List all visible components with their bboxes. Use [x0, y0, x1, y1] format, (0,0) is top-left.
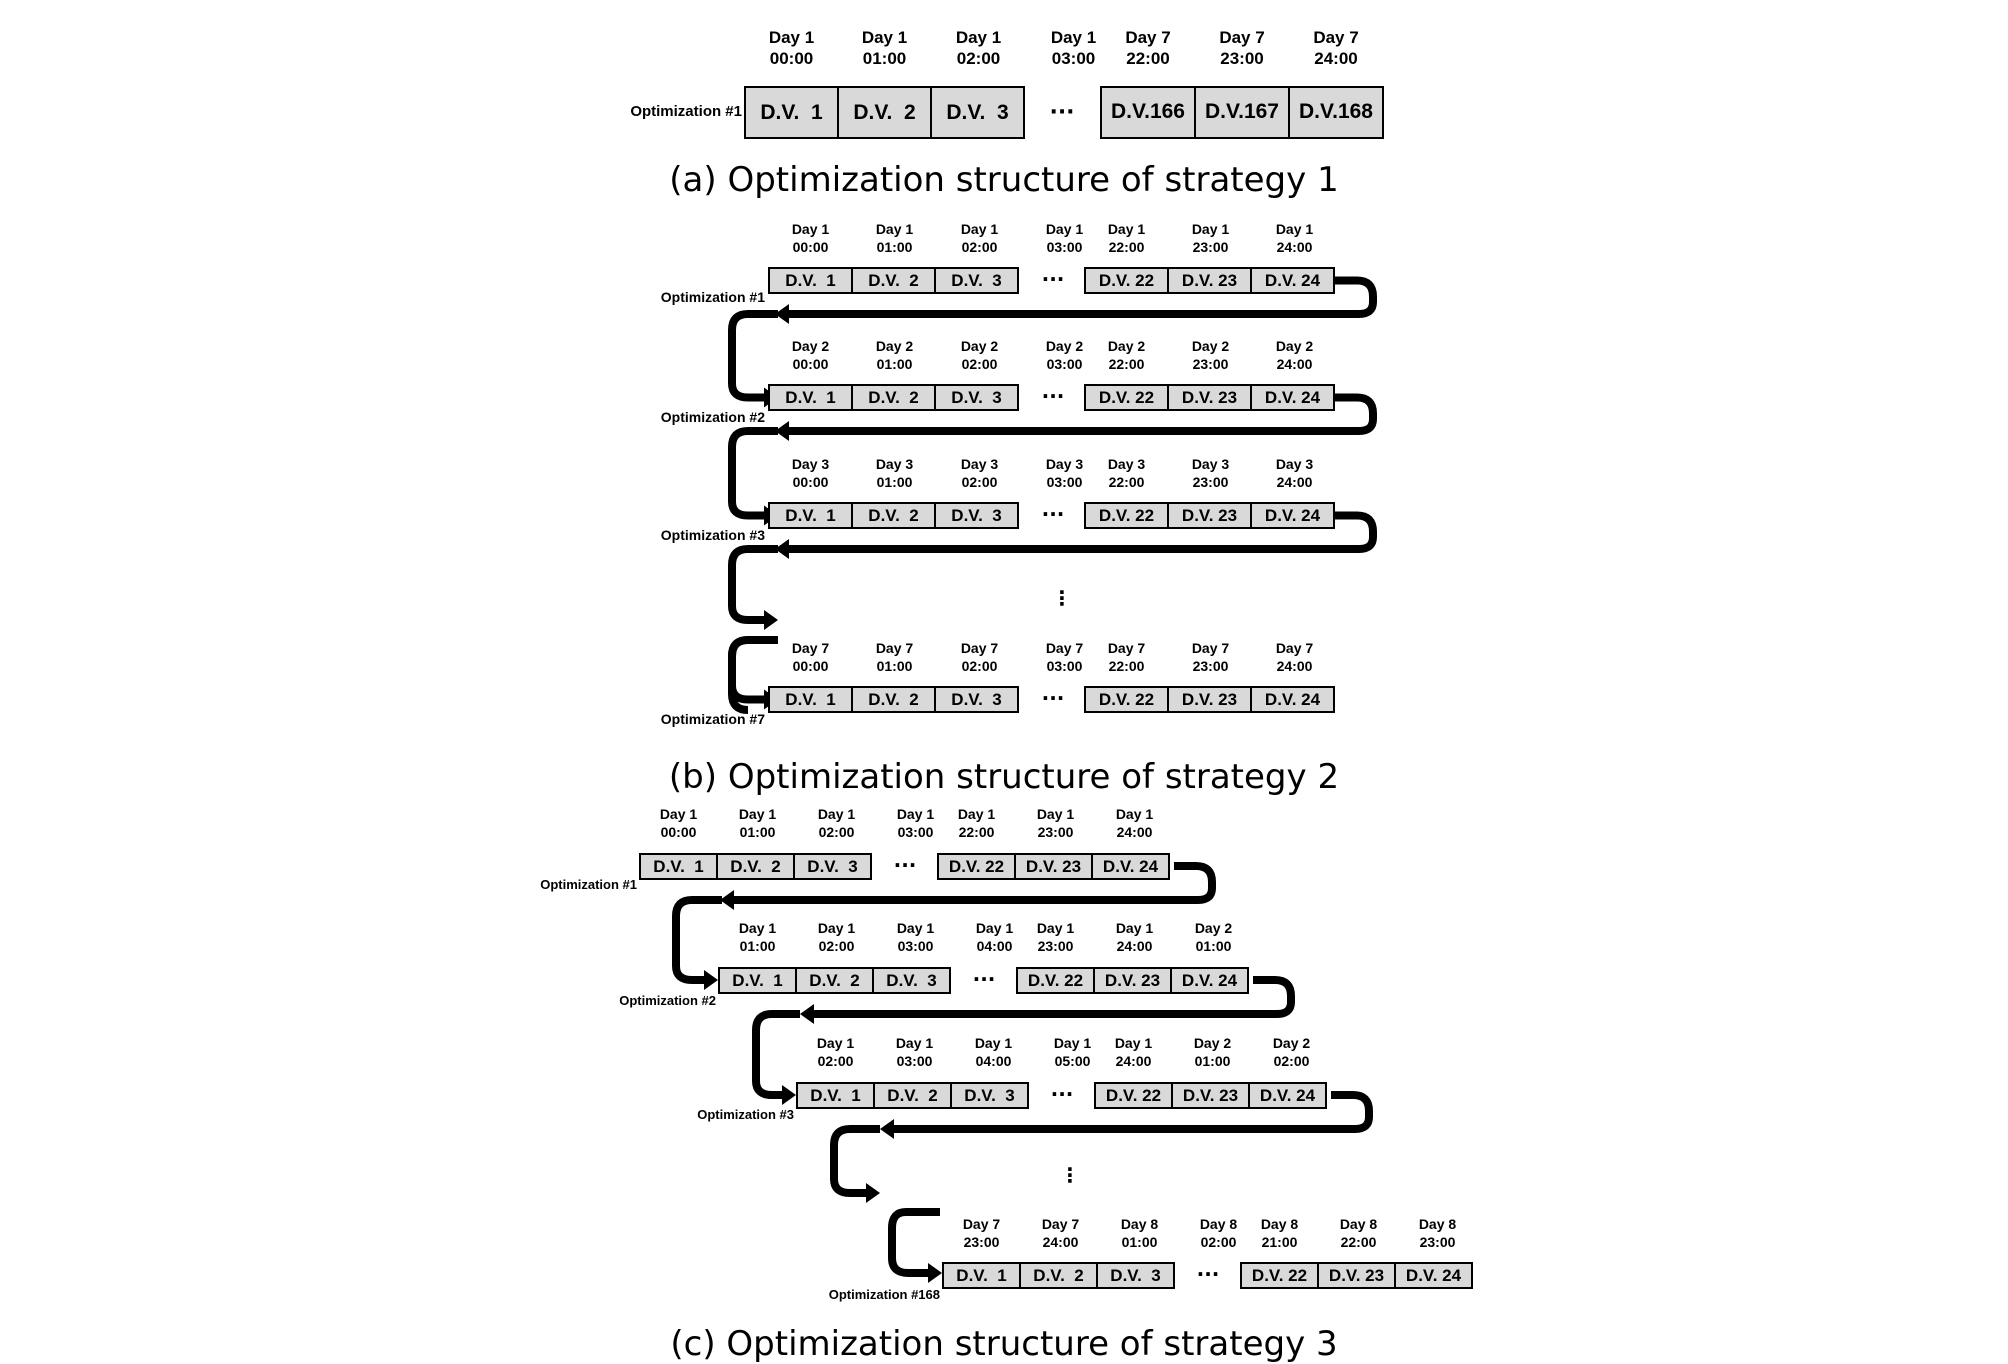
timestamp-day: Day 7: [1107, 640, 1146, 656]
timestamp-time: 22:00: [1108, 355, 1145, 372]
timestamp-day: Day 2: [1272, 1035, 1311, 1051]
timestamp-time: 01:00: [876, 657, 913, 674]
timestamp-time: 01:00: [739, 823, 776, 840]
timestamp-day: Day 3: [791, 456, 830, 472]
timestamp-day: Day 8: [1260, 1216, 1299, 1232]
timestamp-time: 21:00: [1261, 1233, 1298, 1250]
timestamp-day: Day 7: [875, 640, 914, 656]
timestamp-day: Day 1: [768, 28, 815, 47]
timestamp-day: Day 1: [974, 1035, 1013, 1051]
timestamp-day: Day 1: [975, 920, 1014, 936]
timestamp: [1261, 1216, 1298, 1251]
timestamp-day: Day 2: [960, 338, 999, 354]
decision-variable-cell: D.V. 23: [1317, 1262, 1396, 1289]
figure-caption: (a) Optimization structure of strategy 1: [669, 160, 1339, 200]
timestamp-day: Day 7: [1313, 28, 1359, 47]
timestamp: [792, 338, 829, 373]
decision-variable-cell: D.V. 3: [934, 384, 1019, 411]
arrow-head: [782, 1085, 796, 1105]
timestamp: [896, 1035, 933, 1070]
timestamp-time: 05:00: [1054, 1052, 1091, 1069]
timestamp-time: 03:00: [1046, 657, 1083, 674]
timestamp-time: 24:00: [1116, 823, 1153, 840]
decision-variable-cell: D.V. 3: [1096, 1262, 1175, 1289]
ellipsis: ···: [1041, 502, 1065, 526]
timestamp: [1116, 806, 1153, 841]
timestamp: [1200, 1216, 1237, 1251]
timestamp: [876, 456, 913, 491]
timestamp: [1051, 27, 1096, 70]
figure-caption: (c) Optimization structure of strategy 3: [670, 1324, 1338, 1364]
timestamp-time: 01:00: [876, 238, 913, 255]
timestamp: [1340, 1216, 1377, 1251]
timestamp-time: 24:00: [1115, 1052, 1152, 1069]
timestamp-time: 23:00: [1192, 657, 1229, 674]
timestamp-time: 03:00: [1051, 49, 1096, 69]
decision-variable-cell: D.V. 24: [1250, 502, 1335, 529]
optimization-label: Optimization #1: [660, 289, 765, 305]
decision-variable-cell: D.V. 23: [1171, 1082, 1250, 1109]
dv-row-right: [1240, 1262, 1473, 1289]
timestamp: [1037, 806, 1074, 841]
timestamp: [1195, 920, 1232, 955]
decision-variable-cell: D.V. 24: [1091, 853, 1170, 880]
decision-variable-cell: D.V. 2: [851, 267, 936, 294]
decision-variable-cell: D.V. 24: [1248, 1082, 1327, 1109]
timestamp: [739, 920, 776, 955]
flow-arrow: [892, 1212, 940, 1273]
timestamp-day: Day 1: [895, 1035, 934, 1051]
timestamp-time: 04:00: [976, 937, 1013, 954]
timestamp-time: 03:00: [897, 823, 934, 840]
timestamp-day: Day 1: [791, 221, 830, 237]
ellipsis: ···: [1041, 267, 1065, 291]
timestamp: [818, 920, 855, 955]
decision-variable-cell: D.V. 2: [851, 502, 936, 529]
timestamp-time: 01:00: [1121, 1233, 1158, 1250]
flow-arrow: [834, 1129, 880, 1193]
timestamp-time: 02:00: [818, 937, 855, 954]
timestamp-day: Day 1: [1045, 221, 1084, 237]
timestamp: [1042, 1216, 1079, 1251]
timestamp-day: Day 1: [960, 221, 999, 237]
ellipsis: ···: [893, 853, 917, 877]
dv-row-left: [639, 853, 872, 880]
timestamp-day: Day 1: [875, 221, 914, 237]
arrow-head: [866, 1183, 880, 1203]
timestamp: [956, 27, 1001, 70]
vertical-ellipsis: ⋮: [1060, 1163, 1080, 1187]
decision-variable-cell: D.V. 23: [1167, 502, 1252, 529]
decision-variable-cell: D.V. 167: [1194, 86, 1290, 139]
timestamp-day: Day 2: [875, 338, 914, 354]
timestamp-time: 02:00: [818, 823, 855, 840]
timestamp-time: 23:00: [1037, 937, 1074, 954]
timestamp: [961, 221, 998, 256]
decision-variable-cell: D.V. 3: [934, 686, 1019, 713]
timestamp-day: Day 2: [1275, 338, 1314, 354]
decision-variable-cell: D.V. 24: [1170, 967, 1249, 994]
timestamp-time: 24:00: [1276, 355, 1313, 372]
optimization-label: Optimization #2: [660, 409, 765, 425]
timestamp: [792, 456, 829, 491]
timestamp: [876, 338, 913, 373]
decision-variable-cell: D.V. 1: [768, 502, 853, 529]
timestamp-day: Day 3: [960, 456, 999, 472]
timestamp: [1276, 338, 1313, 373]
timestamp: [963, 1216, 1000, 1251]
decision-variable-cell: D.V. 23: [1167, 267, 1252, 294]
timestamp-day: Day 7: [1045, 640, 1084, 656]
timestamp: [1115, 1035, 1152, 1070]
dv-row-right: [1084, 502, 1335, 529]
timestamp-time: 02:00: [817, 1052, 854, 1069]
timestamp-time: 23:00: [1220, 49, 1264, 69]
dv-row-right: [937, 853, 1170, 880]
decision-variable-cell: D.V. 22: [937, 853, 1016, 880]
timestamp: [961, 456, 998, 491]
timestamp: [1108, 456, 1145, 491]
arrow-head: [704, 970, 718, 990]
flow-arrow: [756, 1014, 800, 1095]
timestamp-day: Day 1: [896, 806, 935, 822]
decision-variable-cell: D.V. 23: [1167, 384, 1252, 411]
timestamp-day: Day 1: [1107, 221, 1146, 237]
decision-variable-cell: D.V. 3: [934, 502, 1019, 529]
timestamp-time: 22:00: [958, 823, 995, 840]
timestamp-day: Day 7: [1219, 28, 1265, 47]
timestamp: [1276, 456, 1313, 491]
timestamp: [876, 221, 913, 256]
decision-variable-cell: D.V. 2: [851, 384, 936, 411]
flow-arrow: [676, 900, 722, 980]
timestamp-time: 00:00: [792, 657, 829, 674]
timestamp: [1192, 640, 1229, 675]
timestamp-day: Day 3: [1191, 456, 1230, 472]
decision-variable-cell: D.V. 24: [1250, 686, 1335, 713]
timestamp-time: 00:00: [769, 49, 814, 69]
timestamp-day: Day 1: [738, 806, 777, 822]
timestamp: [1276, 640, 1313, 675]
timestamp: [1037, 920, 1074, 955]
optimization-label: Optimization #1: [630, 102, 742, 120]
timestamp-time: 04:00: [975, 1052, 1012, 1069]
timestamp-day: Day 7: [1275, 640, 1314, 656]
timestamp-day: Day 1: [955, 28, 1002, 47]
decision-variable-cell: D.V. 22: [1094, 1082, 1173, 1109]
decision-variable-cell: D.V. 22: [1084, 686, 1169, 713]
dv-row-left: [942, 1262, 1175, 1289]
timestamp: [660, 806, 697, 841]
timestamp: [1116, 920, 1153, 955]
decision-variable-cell: D.V. 2: [837, 86, 932, 139]
timestamp: [1125, 27, 1170, 70]
timestamp-time: 01:00: [1195, 937, 1232, 954]
timestamp: [1194, 1035, 1231, 1070]
decision-variable-cell: D.V. 2: [851, 686, 936, 713]
optimization-label: Optimization #168: [828, 1286, 940, 1302]
decision-variable-cell: D.V. 1: [942, 1262, 1021, 1289]
timestamp: [976, 920, 1013, 955]
timestamp: [1219, 27, 1264, 70]
timestamp-time: 24:00: [1042, 1233, 1079, 1250]
dv-row-left: [768, 384, 1019, 411]
dv-row-right: [1016, 967, 1249, 994]
timestamp-time: 24:00: [1276, 657, 1313, 674]
dv-row-right: [1100, 86, 1384, 139]
timestamp: [1276, 221, 1313, 256]
timestamp-time: 02:00: [1200, 1233, 1237, 1250]
figure-caption: (b) Optimization structure of strategy 2: [668, 757, 1340, 797]
timestamp-day: Day 3: [875, 456, 914, 472]
decision-variable-cell: D.V. 1: [796, 1082, 875, 1109]
timestamp-time: 00:00: [660, 823, 697, 840]
timestamp-time: 01:00: [876, 355, 913, 372]
decision-variable-cell: D.V. 22: [1084, 267, 1169, 294]
optimization-label: Optimization #1: [540, 876, 637, 892]
timestamp: [862, 27, 907, 70]
timestamp-day: Day 1: [817, 920, 856, 936]
arrow-head: [928, 1263, 942, 1283]
timestamp-time: 01:00: [876, 473, 913, 490]
decision-variable-cell: D.V. 22: [1084, 384, 1169, 411]
timestamp-time: 00:00: [792, 238, 829, 255]
decision-variable-cell: D.V. 22: [1016, 967, 1095, 994]
decision-variable-cell: D.V. 1: [718, 967, 797, 994]
timestamp-time: 22:00: [1340, 1233, 1377, 1250]
timestamp-day: Day 7: [1041, 1216, 1080, 1232]
ellipsis: ···: [972, 967, 996, 991]
timestamp-time: 24:00: [1314, 49, 1358, 69]
timestamp-day: Day 2: [1194, 920, 1233, 936]
timestamp-day: Day 8: [1199, 1216, 1238, 1232]
ellipsis: ···: [1049, 99, 1075, 125]
timestamp: [1313, 27, 1358, 70]
timestamp-day: Day 1: [1115, 920, 1154, 936]
timestamp: [1108, 640, 1145, 675]
timestamp-day: Day 1: [896, 920, 935, 936]
decision-variable-cell: D.V. 166: [1100, 86, 1196, 139]
decision-variable-cell: D.V. 1: [744, 86, 839, 139]
vertical-ellipsis: ⋮: [1052, 586, 1072, 610]
timestamp: [792, 221, 829, 256]
ellipsis: ···: [1050, 1082, 1074, 1106]
flow-arrow: [732, 549, 778, 620]
timestamp: [1192, 221, 1229, 256]
timestamp-time: 22:00: [1108, 473, 1145, 490]
timestamp-day: Day 3: [1107, 456, 1146, 472]
timestamp-time: 01:00: [1194, 1052, 1231, 1069]
timestamp: [1046, 456, 1083, 491]
decision-variable-cell: D.V. 2: [873, 1082, 952, 1109]
timestamp-time: 02:00: [961, 657, 998, 674]
timestamp-day: Day 1: [738, 920, 777, 936]
decision-variable-cell: D.V. 24: [1250, 384, 1335, 411]
decision-variable-cell: D.V. 24: [1250, 267, 1335, 294]
timestamp: [1108, 338, 1145, 373]
timestamp: [769, 27, 814, 70]
timestamp-day: Day 2: [1107, 338, 1146, 354]
optimization-label: Optimization #3: [697, 1106, 794, 1122]
timestamp-time: 24:00: [1276, 238, 1313, 255]
decision-variable-cell: D.V. 2: [795, 967, 874, 994]
timestamp-day: Day 1: [816, 1035, 855, 1051]
timestamp-day: Day 8: [1339, 1216, 1378, 1232]
decision-variable-cell: D.V. 3: [793, 853, 872, 880]
timestamp: [897, 806, 934, 841]
decision-variable-cell: D.V. 23: [1093, 967, 1172, 994]
dv-row-left: [718, 967, 951, 994]
decision-variable-cell: D.V. 22: [1084, 502, 1169, 529]
timestamp-day: Day 7: [962, 1216, 1001, 1232]
timestamp-day: Day 7: [791, 640, 830, 656]
timestamp: [1273, 1035, 1310, 1070]
decision-variable-cell: D.V. 1: [639, 853, 718, 880]
timestamp-time: 24:00: [1116, 937, 1153, 954]
timestamp: [1121, 1216, 1158, 1251]
optimization-label: Optimization #2: [619, 992, 716, 1008]
timestamp-time: 22:00: [1108, 238, 1145, 255]
timestamp-day: Day 1: [1050, 28, 1097, 47]
timestamp-time: 02:00: [961, 473, 998, 490]
timestamp-time: 23:00: [1192, 473, 1229, 490]
decision-variable-cell: D.V. 168: [1288, 86, 1384, 139]
timestamp: [1046, 221, 1083, 256]
timestamp-day: Day 1: [861, 28, 908, 47]
dv-row-right: [1084, 267, 1335, 294]
timestamp-time: 02:00: [956, 49, 1001, 69]
timestamp-day: Day 7: [1125, 28, 1171, 47]
timestamp-day: Day 7: [960, 640, 999, 656]
timestamp-day: Day 2: [1045, 338, 1084, 354]
decision-variable-cell: D.V. 1: [768, 384, 853, 411]
timestamp: [958, 806, 995, 841]
dv-row-left: [768, 686, 1019, 713]
dv-row-left: [768, 267, 1019, 294]
timestamp-time: 03:00: [897, 937, 934, 954]
timestamp-time: 02:00: [1273, 1052, 1310, 1069]
timestamp: [876, 640, 913, 675]
timestamp: [1192, 456, 1229, 491]
timestamp-day: Day 8: [1418, 1216, 1457, 1232]
timestamp: [818, 806, 855, 841]
timestamp-day: Day 1: [1275, 221, 1314, 237]
decision-variable-cell: D.V. 3: [930, 86, 1025, 139]
dv-row-right: [1084, 384, 1335, 411]
timestamp-time: 22:00: [1126, 49, 1170, 69]
timestamp-time: 00:00: [792, 473, 829, 490]
timestamp: [1046, 338, 1083, 373]
ellipsis: ···: [1041, 384, 1065, 408]
timestamp-time: 03:00: [896, 1052, 933, 1069]
timestamp-day: Day 7: [1191, 640, 1230, 656]
timestamp-day: Day 8: [1120, 1216, 1159, 1232]
timestamp-time: 23:00: [963, 1233, 1000, 1250]
timestamp-time: 23:00: [1419, 1233, 1456, 1250]
timestamp-time: 03:00: [1046, 238, 1083, 255]
decision-variable-cell: D.V. 1: [768, 267, 853, 294]
timestamp-day: Day 2: [1193, 1035, 1232, 1051]
timestamp-time: 02:00: [961, 355, 998, 372]
timestamp: [961, 338, 998, 373]
timestamp-time: 01:00: [739, 937, 776, 954]
timestamp-day: Day 1: [1115, 806, 1154, 822]
timestamp-time: 02:00: [961, 238, 998, 255]
timestamp-time: 22:00: [1108, 657, 1145, 674]
timestamp-day: Day 1: [1114, 1035, 1153, 1051]
timestamp: [1192, 338, 1229, 373]
decision-variable-cell: D.V. 3: [950, 1082, 1029, 1109]
arrow-head: [880, 1119, 894, 1139]
timestamp-day: Day 1: [659, 806, 698, 822]
ellipsis: ···: [1041, 686, 1065, 710]
decision-variable-cell: D.V. 1: [768, 686, 853, 713]
timestamp-time: 01:00: [862, 49, 907, 69]
timestamp-time: 23:00: [1192, 355, 1229, 372]
dv-row-left: [744, 86, 1025, 139]
timestamp-time: 03:00: [1046, 355, 1083, 372]
decision-variable-cell: D.V. 3: [934, 267, 1019, 294]
timestamp-time: 23:00: [1192, 238, 1229, 255]
arrow-head: [720, 890, 734, 910]
timestamp-time: 24:00: [1276, 473, 1313, 490]
arrow-head: [764, 610, 778, 630]
dv-row-right: [1084, 686, 1335, 713]
timestamp: [817, 1035, 854, 1070]
dv-row-left: [768, 502, 1019, 529]
optimization-label: Optimization #7: [660, 711, 765, 727]
timestamp-time: 00:00: [792, 355, 829, 372]
timestamp-day: Day 2: [1191, 338, 1230, 354]
timestamp: [739, 806, 776, 841]
timestamp: [1419, 1216, 1456, 1251]
dv-row-right: [1094, 1082, 1327, 1109]
timestamp: [1046, 640, 1083, 675]
decision-variable-cell: D.V. 2: [716, 853, 795, 880]
dv-row-left: [796, 1082, 1029, 1109]
timestamp: [961, 640, 998, 675]
timestamp-day: Day 1: [1053, 1035, 1092, 1051]
timestamp: [897, 920, 934, 955]
timestamp-day: Day 1: [1036, 806, 1075, 822]
timestamp-day: Day 3: [1275, 456, 1314, 472]
timestamp-day: Day 1: [957, 806, 996, 822]
timestamp-day: Day 1: [1191, 221, 1230, 237]
decision-variable-cell: D.V. 23: [1167, 686, 1252, 713]
timestamp: [975, 1035, 1012, 1070]
timestamp: [1108, 221, 1145, 256]
ellipsis: ···: [1196, 1262, 1220, 1286]
decision-variable-cell: D.V. 23: [1014, 853, 1093, 880]
timestamp-time: 03:00: [1046, 473, 1083, 490]
optimization-label: Optimization #3: [660, 527, 765, 543]
decision-variable-cell: D.V. 24: [1394, 1262, 1473, 1289]
timestamp: [792, 640, 829, 675]
decision-variable-cell: D.V. 3: [872, 967, 951, 994]
timestamp-day: Day 2: [791, 338, 830, 354]
timestamp-day: Day 1: [1036, 920, 1075, 936]
arrow-head: [800, 1004, 814, 1024]
timestamp-time: 23:00: [1037, 823, 1074, 840]
timestamp: [1054, 1035, 1091, 1070]
timestamp-day: Day 3: [1045, 456, 1084, 472]
timestamp-day: Day 1: [817, 806, 856, 822]
decision-variable-cell: D.V. 22: [1240, 1262, 1319, 1289]
decision-variable-cell: D.V. 2: [1019, 1262, 1098, 1289]
